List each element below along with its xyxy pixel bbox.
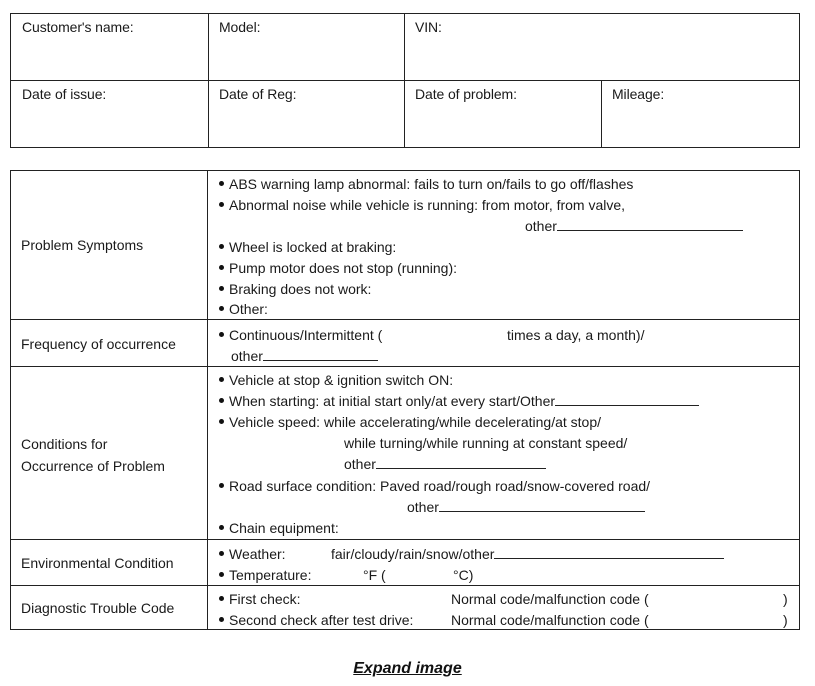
date-of-problem-label: Date of problem: (415, 86, 517, 102)
bullet-icon (219, 265, 224, 270)
list-item: times a day, a month)/ (507, 327, 645, 343)
col-divider (404, 14, 405, 147)
list-item: Other: (219, 300, 268, 318)
frequency-label: Frequency of occurrence (21, 336, 176, 352)
bullet-icon (219, 483, 224, 488)
bullet-icon (219, 202, 224, 207)
list-item: Road surface condition: Paved road/rough road/snow-covered road/ (219, 477, 650, 495)
list-item: ABS warning lamp abnormal: fails to turn on/fails to go off/flashes (219, 175, 633, 193)
list-item: °C) (453, 567, 474, 583)
list-item: Pump motor does not stop (running): (219, 259, 457, 277)
row-divider (11, 80, 799, 81)
expand-image-link[interactable]: Expand image (353, 660, 462, 677)
bullet-icon (219, 551, 224, 556)
bullet-icon (219, 398, 224, 403)
list-item: Braking does not work: (219, 280, 371, 298)
bullet-icon (219, 286, 224, 291)
blank-line (494, 557, 724, 559)
list-item: First check: (219, 590, 301, 608)
list-item: other (525, 217, 743, 235)
model-label: Model: (219, 19, 261, 35)
blank-line (555, 404, 699, 406)
bullet-icon (219, 244, 224, 249)
blank-line (557, 229, 743, 231)
list-item: ) (783, 591, 788, 607)
bullet-icon (219, 572, 224, 577)
bullet-icon (219, 181, 224, 186)
blank-line (263, 359, 378, 361)
mileage-label: Mileage: (612, 86, 665, 102)
list-item: Second check after test drive: (219, 611, 413, 629)
row-divider (11, 539, 799, 540)
customer-info-table (10, 13, 800, 148)
blank-line (439, 510, 645, 512)
conditions-label-line1: Conditions for (21, 436, 108, 452)
row-divider (11, 585, 799, 586)
list-item: Weather: (219, 545, 286, 563)
col-divider (207, 171, 208, 629)
environmental-label: Environmental Condition (21, 555, 174, 571)
row-divider (11, 366, 799, 367)
list-item: Normal code/malfunction code ( (451, 612, 649, 628)
bullet-icon (219, 419, 224, 424)
date-of-reg-label: Date of Reg: (219, 86, 297, 102)
list-item: When starting: at initial start only/at every start/Other (219, 392, 699, 410)
list-item: fair/cloudy/rain/snow/other (331, 545, 724, 563)
list-item: other (407, 498, 645, 516)
list-item: Vehicle at stop & ignition switch ON: (219, 371, 453, 389)
col-divider (601, 80, 602, 148)
problem-details-table (10, 170, 800, 630)
vin-label: VIN: (415, 19, 442, 35)
list-item: Continuous/Intermittent ( (219, 326, 382, 344)
bullet-icon (219, 617, 224, 622)
customers-name-label: Customer's name: (22, 19, 134, 35)
list-item: while turning/while running at constant speed/ (344, 435, 628, 451)
row-divider (11, 319, 799, 320)
list-item: Vehicle speed: while accelerating/while decelerating/at stop/ (219, 413, 601, 431)
list-item: Wheel is locked at braking: (219, 238, 396, 256)
list-item: other (231, 347, 378, 365)
list-item: other (344, 455, 546, 473)
conditions-label-line2: Occurrence of Problem (21, 458, 165, 474)
list-item: Normal code/malfunction code ( (451, 591, 649, 607)
list-item: Temperature: (219, 566, 311, 584)
list-item: Abnormal noise while vehicle is running: from motor, from valve, (219, 196, 625, 214)
dtc-label: Diagnostic Trouble Code (21, 600, 175, 616)
bullet-icon (219, 596, 224, 601)
bullet-icon (219, 377, 224, 382)
col-divider (208, 14, 209, 147)
list-item: °F ( (363, 567, 386, 583)
bullet-icon (219, 525, 224, 530)
problem-symptoms-label: Problem Symptoms (21, 237, 144, 253)
date-of-issue-label: Date of issue: (22, 86, 107, 102)
bullet-icon (219, 306, 224, 311)
list-item: ) (783, 612, 788, 628)
blank-line (376, 467, 546, 469)
list-item: Chain equipment: (219, 519, 339, 537)
bullet-icon (219, 332, 224, 337)
